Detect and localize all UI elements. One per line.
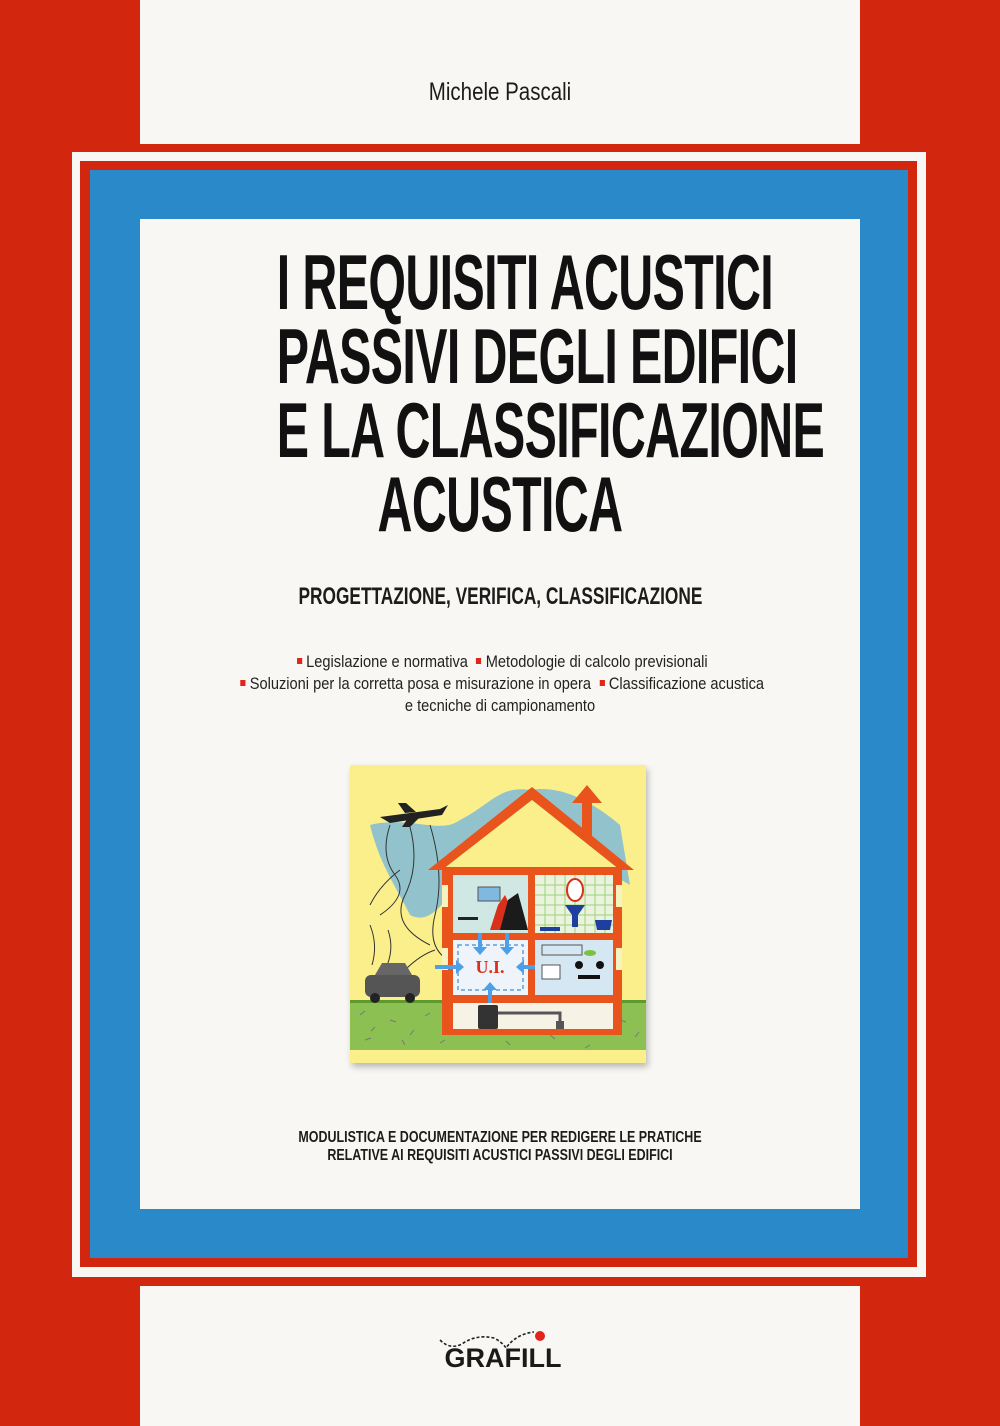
bullet-icon bbox=[240, 680, 245, 686]
author-name: Michele Pascali bbox=[428, 78, 572, 106]
topics-line-1 bbox=[190, 651, 809, 673]
tv-icon bbox=[542, 965, 560, 979]
book-title bbox=[140, 238, 860, 548]
publisher-panel bbox=[140, 1286, 860, 1426]
book-subtitle bbox=[140, 583, 860, 611]
topic-item: Soluzioni per la corretta posa e misurazione in opera bbox=[249, 674, 592, 693]
topic-item: Legislazione e normativa bbox=[306, 652, 468, 671]
publisher-logo bbox=[436, 1324, 570, 1374]
topic-item: e tecniche di campionamento bbox=[404, 696, 596, 715]
bullet-icon bbox=[297, 658, 302, 664]
publisher-name: GRAFILL bbox=[444, 1343, 562, 1373]
topic-item: Metodologie di calcolo previsionali bbox=[485, 652, 708, 671]
title-line-3: E LA CLASSIFICAZIONE bbox=[276, 386, 825, 474]
topics-line-2 bbox=[190, 673, 809, 695]
subtitle-text: PROGETTAZIONE, VERIFICA, CLASSIFICAZIONE bbox=[298, 583, 702, 610]
bullet-icon bbox=[476, 658, 481, 664]
bullet-icon bbox=[599, 680, 604, 686]
gramophone-icon bbox=[458, 917, 478, 920]
table-icon bbox=[578, 975, 600, 979]
author-panel bbox=[140, 0, 860, 144]
footer-line-1: MODULISTICA E DOCUMENTAZIONE PER REDIGERE LE PRATICHE bbox=[298, 1129, 702, 1146]
title-line-1: I REQUISITI ACUSTICI bbox=[276, 238, 774, 326]
house-illustration bbox=[350, 765, 646, 1063]
footer-line-2: RELATIVE AI REQUISITI ACUSTICI PASSIVI DEGLI EDIFICI bbox=[327, 1147, 673, 1164]
topics-list bbox=[140, 651, 860, 717]
title-line-4: ACUSTICA bbox=[377, 460, 623, 548]
title-line-2: PASSIVI DEGLI EDIFICI bbox=[276, 312, 798, 400]
ui-label: U.I. bbox=[475, 957, 505, 977]
room-basement bbox=[453, 1003, 613, 1029]
boiler-icon bbox=[478, 1005, 498, 1029]
topics-line-3 bbox=[190, 695, 809, 717]
cover-footer-text bbox=[140, 1129, 860, 1165]
cover-content bbox=[140, 219, 860, 1209]
topic-item: Classificazione acustica bbox=[608, 674, 765, 693]
toilet-icon bbox=[595, 920, 612, 930]
